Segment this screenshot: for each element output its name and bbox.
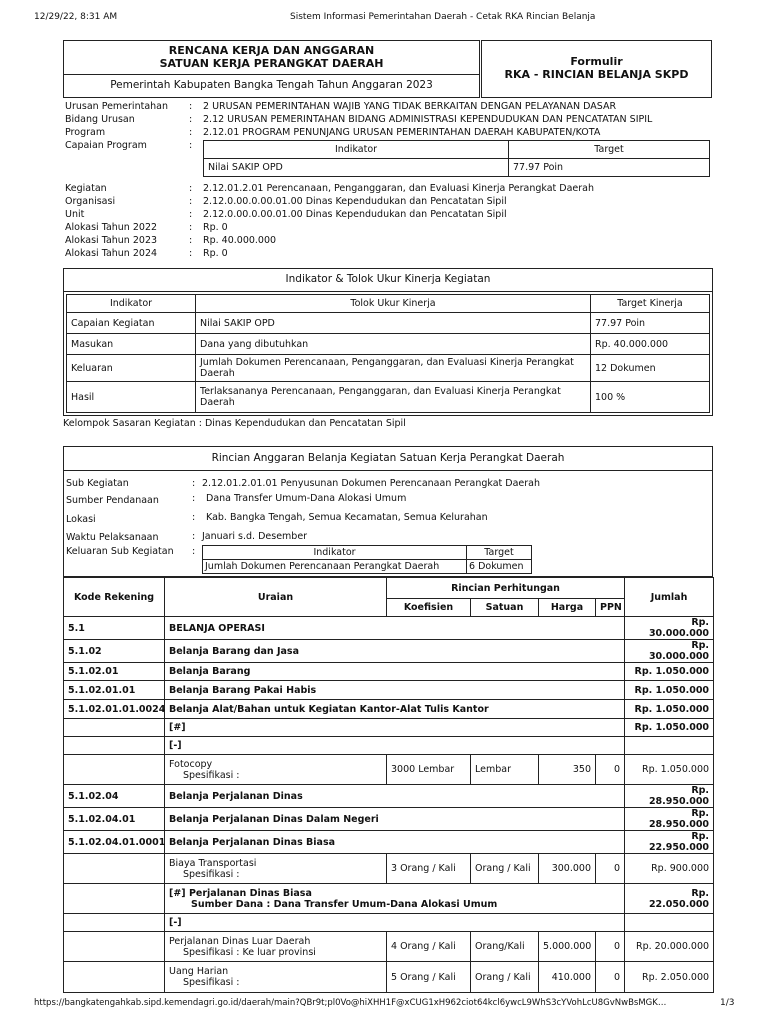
header-title-line2: SATUAN KERJA PERANGKAT DAERAH: [159, 57, 384, 70]
form-name: RKA - RINCIAN BELANJA SKPD: [504, 68, 689, 81]
label-organisasi: Organisasi: [65, 196, 116, 207]
form-label: Formulir: [570, 55, 623, 68]
table-row: Perjalanan Dinas Luar Daerah Spesifikasi : Ke luar provinsi 4 Orang / Kali Orang/Kali 5.000.000 0 Rp. 20.000.000: [64, 932, 714, 962]
col-koefisien: Koefisien: [387, 599, 471, 617]
label-kegiatan: Kegiatan: [65, 183, 107, 194]
col-uraian: Uraian: [165, 578, 387, 617]
col-satuan: Satuan: [471, 599, 539, 617]
kinerja-col-indikator: Indikator: [67, 295, 196, 313]
value-sumber: Dana Transfer Umum-Dana Alokasi Umum: [206, 493, 407, 504]
print-url[interactable]: https://bangkatengahkab.sipd.kemendagri.go.id/daerah/main?QBr9t;pl0Vo@hiXHH1F@xCUG1xH962ciot64kcl6ywcL9WhS3cYVohLcU8GvNwBsMGK…: [34, 998, 667, 1008]
table-row: [#] Perjalanan Dinas Biasa Sumber Dana : Dana Transfer Umum-Dana Alokasi Umum Rp. 22.050.000: [64, 884, 714, 914]
value-bidang: 2.12 URUSAN PEMERINTAHAN BIDANG ADMINISTRASI KEPENDUDUKAN DAN PENCATATAN SIPIL: [203, 114, 653, 125]
table-row: 5.1.02.01 Belanja Barang Rp. 1.050.000: [64, 663, 714, 681]
label-program: Program: [65, 127, 106, 138]
kinerja-row: Keluaran Jumlah Dokumen Perencanaan, Penganggaran, dan Evaluasi Kinerja Perangkat Daerah 12 Dokumen: [67, 355, 710, 382]
label-unit: Unit: [65, 209, 85, 220]
table-row: Biaya Transportasi Spesifikasi : 3 Orang / Kali Orang / Kali 300.000 0 Rp. 900.000: [64, 854, 714, 884]
table-row: Fotocopy Spesifikasi : 3000 Lembar Lembar 350 0 Rp. 1.050.000: [64, 755, 714, 785]
header-subtitle: Pemerintah Kabupaten Bangka Tengah Tahun Anggaran 2023: [110, 79, 433, 91]
col-ppn: PPN: [596, 599, 625, 617]
kinerja-col-target: Target Kinerja: [591, 295, 710, 313]
label-bidang: Bidang Urusan: [65, 114, 135, 125]
keluaran-table: Indikator Target Jumlah Dokumen Perencanaan Perangkat Daerah 6 Dokumen: [202, 545, 532, 574]
header-title-box: [63, 40, 480, 98]
table-row: [-]: [64, 737, 714, 755]
value-organisasi: 2.12.0.00.0.00.01.00 Dinas Kependudukan dan Pencatatan Sipil: [203, 196, 507, 207]
table-row: 5.1.02.04.01 Belanja Perjalanan Dinas Dalam Negeri Rp. 28.950.000: [64, 808, 714, 831]
kinerja-box: [63, 268, 713, 416]
table-row: 5.1 BELANJA OPERASI Rp. 30.000.000: [64, 617, 714, 640]
value-urusan: 2 URUSAN PEMERINTAHAN WAJIB YANG TIDAK BERKAITAN DENGAN PELAYANAN DASAR: [203, 101, 617, 112]
kinerja-row: Capaian Kegiatan Nilai SAKIP OPD 77.97 Poin: [67, 313, 710, 334]
print-page-title: Sistem Informasi Pemerintahan Daerah - Cetak RKA Rincian Belanja: [290, 12, 596, 22]
program-info: Urusan Pemerintahan : 2 URUSAN PEMERINTAHAN WAJIB YANG TIDAK BERKAITAN DENGAN PELAYANAN DASAR Bidang Urusan : 2.12 URUSAN PEMERINTAHAN BIDANG ADMINISTRASI KEPENDUDUKAN DAN PENCATATAN SIPIL Program : 2.12.01 PROGRAM PENUNJANG URUSAN PEMERINTAHAN DAERAH KABUPATEN/KOTA Capaian Program : Indikator Target Nilai SAKIP OPD 77.97 Poin Kegiatan : 2.12.01.2.01 Perencanaan, Penganggaran, dan Evaluasi Kinerja Perangkat Daerah Organisasi : 2.12.0.00.0.00.01.00 Dinas Kependudukan dan Pencatatan Sipil Unit : 2.12.0.00.0.00.01.00 Dinas Kependudukan dan Pencatatan Sipil Alokasi Tahun 2022 : Rp. 0 Alokasi Tahun 2023 : Rp. 40.000.000 Alokasi Tahun 2024 : Rp. 0: [63, 100, 713, 260]
header-form-box: [481, 40, 712, 98]
value-program: 2.12.01 PROGRAM PENUNJANG URUSAN PEMERINTAHAN DAERAH KABUPATEN/KOTA: [203, 127, 601, 138]
table-row: Uang Harian Spesifikasi : 5 Orang / Kali Orang / Kali 410.000 0 Rp. 2.050.000: [64, 962, 714, 993]
value-alokasi-2024: Rp. 0: [203, 248, 228, 259]
capaian-table: Indikator Target Nilai SAKIP OPD 77.97 Poin: [203, 140, 710, 177]
label-alokasi-2023: Alokasi Tahun 2023: [65, 235, 158, 246]
print-page-number: 1/3: [720, 998, 735, 1008]
value-lokasi: Kab. Bangka Tengah, Semua Kecamatan, Semua Kelurahan: [206, 512, 488, 523]
sub-kegiatan-info: Sub Kegiatan : 2.12.01.2.01.01 Penyusunan Dokumen Perencanaan Perangkat Daerah Sumber Pendanaan : Dana Transfer Umum-Dana Alokasi Umum Lokasi : Kab. Bangka Tengah, Semua Kecamatan, Semua Kelurahan Waktu Pelaksanaan : Januari s.d. Desember Keluaran Sub Kegiatan : Indikator Target Jumlah Dokumen Perencanaan Perangkat Daerah 6 Dokumen: [66, 478, 541, 572]
table-row: 5.1.02 Belanja Barang dan Jasa Rp. 30.000.000: [64, 640, 714, 663]
value-alokasi-2022: Rp. 0: [203, 222, 228, 233]
capaian-indikator: Nilai SAKIP OPD: [204, 159, 509, 177]
kelompok-sasaran: Kelompok Sasaran Kegiatan : Dinas Kependudukan dan Pencatatan Sipil: [63, 418, 406, 429]
value-alokasi-2023: Rp. 40.000.000: [203, 235, 277, 246]
col-kode-rekening: Kode Rekening: [64, 578, 165, 617]
value-sub-kegiatan: 2.12.01.2.01.01 Penyusunan Dokumen Perencanaan Perangkat Daerah: [202, 478, 541, 489]
kinerja-col-tolok: Tolok Ukur Kinerja: [196, 295, 591, 313]
col-harga: Harga: [539, 599, 596, 617]
kinerja-table: [66, 294, 710, 413]
table-row: [-]: [64, 914, 714, 932]
kinerja-row: Masukan Dana yang dibutuhkan Rp. 40.000.000: [67, 334, 710, 355]
rincian-belanja-table: [63, 577, 714, 993]
table-row: [#] Rp. 1.050.000: [64, 719, 714, 737]
label-alokasi-2024: Alokasi Tahun 2024: [65, 248, 158, 259]
rincian-title: Rincian Anggaran Belanja Kegiatan Satuan Kerja Perangkat Daerah: [211, 452, 565, 464]
table-row: 5.1.02.04.01.0001 Belanja Perjalanan Dinas Biasa Rp. 22.950.000: [64, 831, 714, 854]
label-capaian: Capaian Program: [65, 140, 147, 151]
label-urusan: Urusan Pemerintahan: [65, 101, 169, 112]
header-title-line1: RENCANA KERJA DAN ANGGARAN: [168, 44, 375, 57]
kinerja-row: Hasil Terlaksananya Perencanaan, Penganggaran, dan Evaluasi Kinerja Perangkat Daerah 100 %: [67, 382, 710, 413]
table-row: 5.1.02.04 Belanja Perjalanan Dinas Rp. 28.950.000: [64, 785, 714, 808]
label-alokasi-2022: Alokasi Tahun 2022: [65, 222, 158, 233]
col-jumlah: Jumlah: [625, 578, 714, 617]
capaian-target: 77.97 Poin: [509, 159, 710, 177]
col-rincian: Rincian Perhitungan: [387, 578, 625, 599]
value-unit: 2.12.0.00.0.00.01.00 Dinas Kependudukan dan Pencatatan Sipil: [203, 209, 507, 220]
value-kegiatan: 2.12.01.2.01 Perencanaan, Penganggaran, dan Evaluasi Kinerja Perangkat Daerah: [203, 183, 595, 194]
table-row: 5.1.02.01.01 Belanja Barang Pakai Habis Rp. 1.050.000: [64, 681, 714, 700]
rincian-box: [63, 446, 713, 577]
value-waktu: Januari s.d. Desember: [202, 531, 308, 542]
print-datetime: 12/29/22, 8:31 AM: [34, 12, 118, 22]
table-row: 5.1.02.01.01.0024 Belanja Alat/Bahan untuk Kegiatan Kantor-Alat Tulis Kantor Rp. 1.050.000: [64, 700, 714, 719]
kinerja-title: Indikator & Tolok Ukur Kinerja Kegiatan: [285, 273, 491, 285]
